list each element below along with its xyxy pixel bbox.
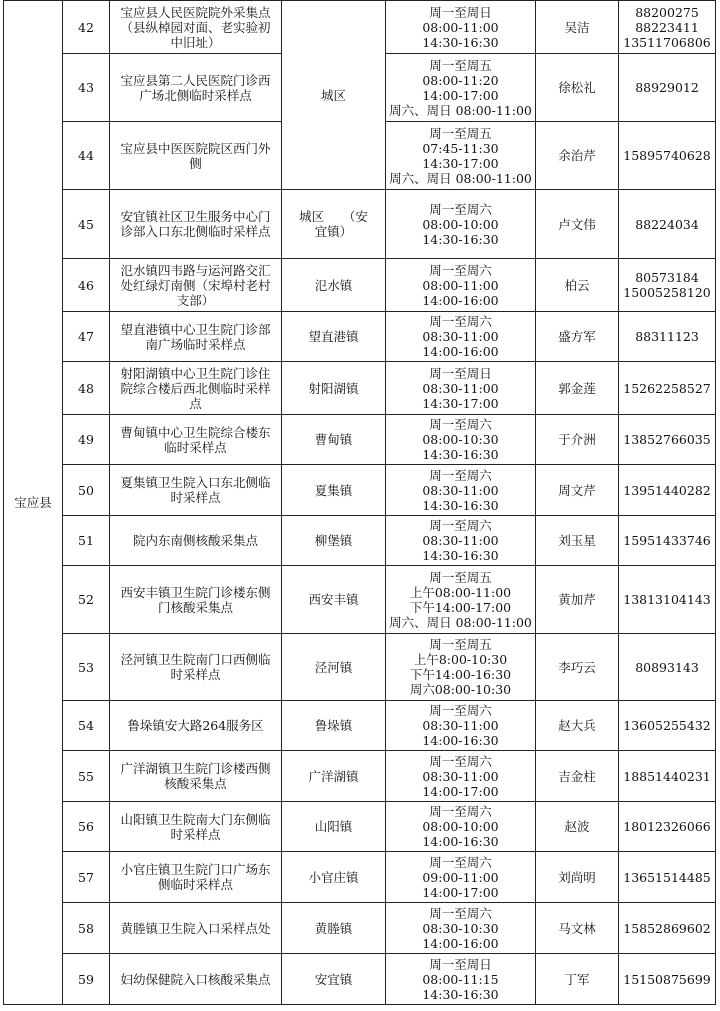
phone-cell <box>619 122 716 190</box>
text-line: 08:30-11:00 <box>422 482 499 498</box>
contact-cell: 徐松礼 <box>536 54 619 122</box>
row-number: 59 <box>63 954 110 1005</box>
phone-cell <box>619 54 716 122</box>
text-line: 中旧址） <box>170 34 221 50</box>
site-name-cell <box>110 954 282 1005</box>
town-cell: 西安丰镇 <box>282 566 386 634</box>
table-row <box>4 802 716 852</box>
phone-cell <box>619 1 716 54</box>
town-cell: 黄塍镇 <box>282 903 386 954</box>
phone-cell <box>619 566 716 634</box>
text-line: 13852766035 <box>623 432 711 447</box>
row-number: 53 <box>63 634 110 701</box>
site-name-cell <box>110 701 282 751</box>
town-cell: 小官庄镇 <box>282 852 386 903</box>
town-cell: 广洋湖镇 <box>282 751 386 802</box>
contact-cell: 丁军 <box>536 954 619 1005</box>
text-line: 08:30-11:00 <box>422 380 499 396</box>
row-number: 49 <box>63 415 110 465</box>
text-line: 18012326066 <box>623 819 711 834</box>
row-number: 56 <box>63 802 110 852</box>
hours-cell <box>386 259 536 312</box>
row-number: 57 <box>63 852 110 903</box>
text-line: 周一至周五 <box>429 125 492 141</box>
town-cell: 望直港镇 <box>282 312 386 362</box>
phone-cell <box>619 362 716 415</box>
hours-cell <box>386 465 536 516</box>
text-line: （县纵棹园对面、老实验初 <box>120 19 271 35</box>
text-line: 曹甸镇中心卫生院综合楼东 <box>120 424 271 440</box>
site-name-cell <box>110 122 282 190</box>
text-line: 08:00-10:30 <box>422 432 499 447</box>
town-cell: 泾河镇 <box>282 634 386 701</box>
row-number: 44 <box>63 122 110 190</box>
table-row <box>4 903 716 954</box>
contact-cell: 刘尚明 <box>536 852 619 903</box>
text-line: 13651514485 <box>623 869 711 885</box>
town-cell: 鲁垛镇 <box>282 701 386 751</box>
text-line: 08:00-10:00 <box>422 819 499 834</box>
phone-cell <box>619 312 716 362</box>
sampling-sites-table <box>3 0 716 1005</box>
text-line: 14:00-16:00 <box>422 935 499 951</box>
phone-cell <box>619 852 716 903</box>
site-name-cell <box>110 802 282 852</box>
table-row <box>4 362 716 415</box>
hours-cell <box>386 634 536 701</box>
text-line: 14:30-17:00 <box>422 395 499 411</box>
phone-cell <box>619 634 716 701</box>
hours-cell <box>386 852 536 903</box>
table-row <box>4 954 716 1005</box>
text-line: 时采样点 <box>170 490 221 505</box>
contact-cell: 黄加芹 <box>536 566 619 634</box>
text-line: 周一至周五 <box>429 57 492 73</box>
text-line: 周一至周六 <box>429 854 492 870</box>
phone-cell <box>619 802 716 852</box>
table-row <box>4 415 716 465</box>
text-line: 88224034 <box>635 216 699 232</box>
text-line: 15852869602 <box>623 920 711 936</box>
text-line: 西安丰镇卫生院门诊楼东侧 <box>120 584 271 600</box>
text-line: 周一至周六 <box>429 314 492 329</box>
site-name-cell <box>110 516 282 566</box>
site-name-cell <box>110 259 282 312</box>
table-row <box>4 701 716 751</box>
text-line: 宜镇） <box>314 224 353 239</box>
row-number: 46 <box>63 259 110 312</box>
text-line: 侧临时采样点 <box>157 877 233 892</box>
row-number: 45 <box>63 190 110 259</box>
text-line: 14:00-16:00 <box>422 292 499 308</box>
row-number: 52 <box>63 566 110 634</box>
text-line: 广场北侧临时采样点 <box>139 87 252 103</box>
text-line: 上午8:00-10:30 <box>413 652 508 667</box>
table-row <box>4 751 716 802</box>
text-line: 13605255432 <box>623 718 711 733</box>
text-line: 上午08:00-11:00 <box>409 584 512 600</box>
text-line: 14:00-17:00 <box>422 87 499 103</box>
text-line: 妇幼保健院入口核酸采集点 <box>120 971 271 987</box>
text-line: 08:30-11:00 <box>422 329 499 344</box>
text-line: 下午14:00-17:00 <box>409 599 512 615</box>
hours-cell <box>386 566 536 634</box>
table-row <box>4 516 716 566</box>
text-line: 09:00-11:00 <box>422 869 499 885</box>
text-line: 周一至周日 <box>429 365 492 381</box>
phone-cell <box>619 259 716 312</box>
hours-cell <box>386 954 536 1005</box>
text-line: 08:30-10:30 <box>422 920 499 936</box>
hours-cell <box>386 362 536 415</box>
text-line: 88311123 <box>635 329 699 344</box>
hours-cell <box>386 516 536 566</box>
text-line: 宝应县人民医院院外采集点 <box>120 4 271 20</box>
text-line: 诊部入口东北侧临时采样点 <box>120 224 271 239</box>
text-line: 支部） <box>176 292 215 308</box>
contact-cell: 赵大兵 <box>536 701 619 751</box>
text-line: 15262258527 <box>623 380 711 396</box>
hours-cell <box>386 190 536 259</box>
site-name-cell <box>110 634 282 701</box>
text-line: 14:00-16:30 <box>422 834 499 849</box>
text-line: 14:00-17:00 <box>422 783 499 799</box>
text-line: 88929012 <box>635 80 699 95</box>
text-line: 城区 （安 <box>299 209 368 224</box>
text-line: 08:00-11:20 <box>422 72 499 88</box>
text-line: 周一至周六 <box>429 703 492 718</box>
text-line: 周一至周五 <box>429 637 492 652</box>
text-line: 泾河镇卫生院南门口西侧临 <box>120 652 271 667</box>
phone-cell <box>619 516 716 566</box>
text-line: 周一至周六 <box>429 417 492 432</box>
contact-cell: 于介洲 <box>536 415 619 465</box>
hours-cell <box>386 701 536 751</box>
row-number: 55 <box>63 751 110 802</box>
site-name-cell <box>110 852 282 903</box>
contact-cell: 盛方军 <box>536 312 619 362</box>
table-row <box>4 259 716 312</box>
text-line: 14:30-16:30 <box>422 447 499 462</box>
row-number: 43 <box>63 54 110 122</box>
hours-cell <box>386 54 536 122</box>
site-name-cell <box>110 751 282 802</box>
text-line: 南广场临时采样点 <box>145 336 246 352</box>
county-cell: 宝应县 <box>4 1 63 1005</box>
table-row <box>4 566 716 634</box>
phone-cell <box>619 190 716 259</box>
site-name-cell <box>110 566 282 634</box>
text-line: 15895740628 <box>623 148 711 163</box>
text-line: 14:00-16:30 <box>422 733 499 748</box>
text-line: 宝应县第二人民医院门诊西 <box>120 72 271 88</box>
row-number: 58 <box>63 903 110 954</box>
text-line: 望直港镇中心卫生院门诊部 <box>120 321 271 337</box>
text-line: 15150875699 <box>623 971 711 987</box>
row-number: 50 <box>63 465 110 516</box>
text-line: 88223411 <box>635 19 699 35</box>
site-name-cell <box>110 190 282 259</box>
text-line: 08:30-11:00 <box>422 533 499 548</box>
text-line: 核酸采集点 <box>164 776 227 791</box>
text-line: 88200275 <box>635 4 699 20</box>
text-line: 80573184 <box>635 270 699 285</box>
text-line: 下午14:00-16:30 <box>409 667 512 682</box>
town-cell: 曹甸镇 <box>282 415 386 465</box>
text-line: 13951440282 <box>623 482 711 498</box>
text-line: 13813104143 <box>623 592 711 607</box>
row-number: 48 <box>63 362 110 415</box>
contact-cell: 刘玉星 <box>536 516 619 566</box>
text-line: 夏集镇卫生院入口东北侧临 <box>120 475 271 490</box>
text-line: 周一至周五 <box>429 569 492 585</box>
text-line: 周六、周日 08:00-11:00 <box>389 614 532 630</box>
contact-cell: 吴洁 <box>536 1 619 54</box>
text-line: 08:00-11:00 <box>422 19 499 35</box>
text-line: 周六、周日 08:00-11:00 <box>389 170 532 186</box>
text-line: 时采样点 <box>170 826 221 842</box>
text-line: 14:00-17:00 <box>422 884 499 900</box>
phone-cell <box>619 954 716 1005</box>
row-number: 42 <box>63 1 110 54</box>
site-name-cell <box>110 415 282 465</box>
row-number: 51 <box>63 516 110 566</box>
hours-cell <box>386 751 536 802</box>
text-line: 14:30-16:30 <box>422 34 499 50</box>
contact-cell: 柏云 <box>536 259 619 312</box>
contact-cell: 李巧云 <box>536 634 619 701</box>
town-cell: 安宜镇 <box>282 954 386 1005</box>
text-line: 15005258120 <box>623 285 711 300</box>
text-line: 08:30-11:00 <box>422 768 499 784</box>
text-line: 周一至周六 <box>429 262 492 278</box>
text-line: 点 <box>189 395 202 411</box>
hours-cell <box>386 122 536 190</box>
phone-cell <box>619 415 716 465</box>
text-line: 安宜镇社区卫生服务中心门 <box>120 209 271 224</box>
site-name-cell <box>110 362 282 415</box>
text-line: 山阳镇卫生院南大门东侧临 <box>120 811 271 827</box>
phone-cell <box>619 701 716 751</box>
table-row <box>4 312 716 362</box>
text-line: 门核酸采集点 <box>157 599 233 615</box>
text-line: 周六08:00-10:30 <box>409 682 512 697</box>
text-line: 黄塍镇卫生院入口采样点处 <box>120 920 271 936</box>
table-row <box>4 852 716 903</box>
site-name-cell <box>110 903 282 954</box>
contact-cell: 马文林 <box>536 903 619 954</box>
text-line: 广洋湖镇卫生院门诊楼西侧 <box>120 761 271 776</box>
text-line: 周一至周六 <box>429 905 492 921</box>
site-name-cell <box>110 312 282 362</box>
text-line: 14:30-16:30 <box>422 548 499 563</box>
text-line: 鲁垛镇安大路264服务区 <box>127 718 264 733</box>
text-line: 周一至周六 <box>429 804 492 819</box>
contact-cell: 吉金柱 <box>536 751 619 802</box>
town-cell: 城区 <box>282 1 386 190</box>
town-cell: 柳堡镇 <box>282 516 386 566</box>
text-line: 周一至周六 <box>429 753 492 769</box>
town-cell: 氾水镇 <box>282 259 386 312</box>
text-line: 08:00-11:15 <box>422 971 499 987</box>
hours-cell <box>386 312 536 362</box>
contact-cell: 周文芹 <box>536 465 619 516</box>
table-row <box>4 634 716 701</box>
text-line: 周一至周日 <box>429 4 492 20</box>
phone-cell <box>619 903 716 954</box>
text-line: 氾水镇四韦路与运河路交汇 <box>120 262 271 278</box>
text-line: 小官庄镇卫生院门口广场东 <box>120 862 271 877</box>
site-name-cell <box>110 465 282 516</box>
text-line: 08:30-11:00 <box>422 718 499 733</box>
town-cell: 山阳镇 <box>282 802 386 852</box>
contact-cell: 余治芹 <box>536 122 619 190</box>
text-line: 射阳湖镇中心卫生院门诊住 <box>120 365 271 381</box>
text-line: 14:30-16:30 <box>422 497 499 513</box>
text-line: 处红绿灯南侧（宋埠村老村 <box>120 277 271 293</box>
site-name-cell <box>110 1 282 54</box>
table-row <box>4 190 716 259</box>
hours-cell <box>386 1 536 54</box>
text-line: 14:30-16:30 <box>422 231 499 247</box>
text-line: 侧 <box>189 155 202 171</box>
text-line: 时采样点 <box>170 667 221 682</box>
text-line: 周一至周六 <box>429 201 492 217</box>
text-line: 周六、周日 08:00-11:00 <box>389 102 532 118</box>
text-line: 14:30-17:00 <box>422 155 499 171</box>
text-line: 周一至周日 <box>429 956 492 972</box>
table-row <box>4 1 716 54</box>
text-line: 07:45-11:30 <box>422 140 499 156</box>
site-name-cell <box>110 54 282 122</box>
text-line: 18851440231 <box>623 768 711 784</box>
text-line: 80893143 <box>635 659 699 675</box>
hours-cell <box>386 415 536 465</box>
text-line: 13511706806 <box>623 34 711 50</box>
town-cell: 射阳湖镇 <box>282 362 386 415</box>
text-line: 08:00-11:00 <box>422 277 499 293</box>
town-cell <box>282 190 386 259</box>
table-row <box>4 465 716 516</box>
text-line: 宝应县中医医院院区西门外 <box>120 140 271 156</box>
contact-cell: 卢文伟 <box>536 190 619 259</box>
phone-cell <box>619 751 716 802</box>
text-line: 14:30-16:30 <box>422 986 499 1002</box>
text-line: 15951433746 <box>623 533 711 548</box>
text-line: 临时采样点 <box>164 439 227 455</box>
text-line: 院综合楼后西北侧临时采样 <box>120 380 271 396</box>
contact-cell: 赵波 <box>536 802 619 852</box>
hours-cell <box>386 903 536 954</box>
row-number: 54 <box>63 701 110 751</box>
text-line: 08:00-10:00 <box>422 216 499 232</box>
text-line: 周一至周六 <box>429 467 492 483</box>
contact-cell: 郭金莲 <box>536 362 619 415</box>
town-cell: 夏集镇 <box>282 465 386 516</box>
row-number: 47 <box>63 312 110 362</box>
hours-cell <box>386 802 536 852</box>
text-line: 周一至周六 <box>429 518 492 533</box>
text-line: 院内东南侧核酸采集点 <box>132 533 258 548</box>
text-line: 14:00-16:00 <box>422 344 499 359</box>
phone-cell <box>619 465 716 516</box>
